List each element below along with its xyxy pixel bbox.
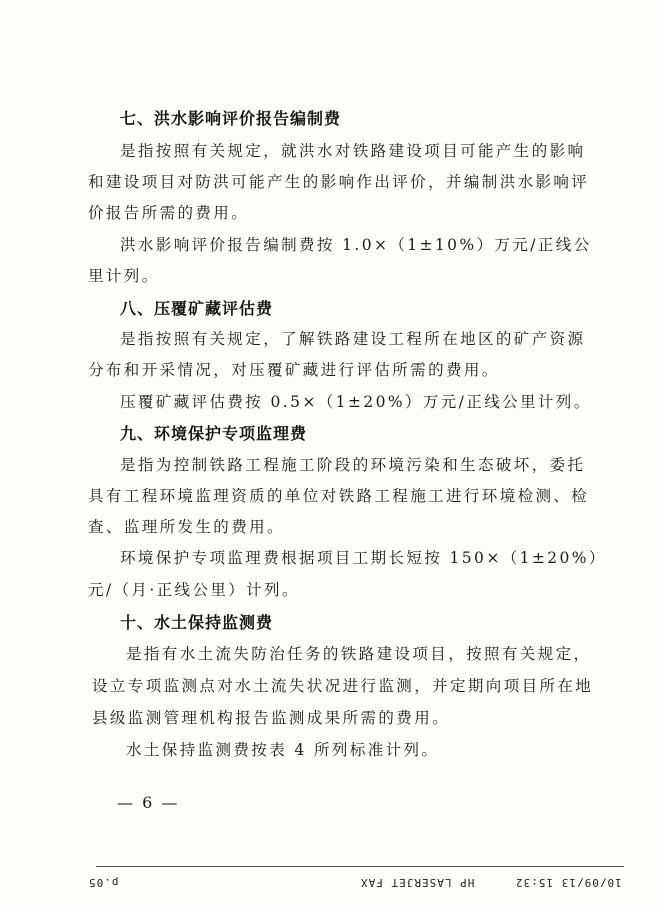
fax-datetime: 10/09/13 15:32 (515, 876, 622, 889)
section-7-line-1: 是指按照有关规定，就洪水对铁路建设项目可能产生的影响 (120, 142, 586, 160)
section-10-heading: 十、水土保持监测费 (120, 613, 274, 632)
section-7-line-2: 和建设项目对防洪可能产生的影响作出评价，并编制洪水影响评 (88, 173, 590, 191)
section-9-line-3: 查、监理所发生的费用。 (88, 518, 285, 536)
section-8-line-3: 压覆矿藏评估费按 0.5×（1±20%）万元/正线公里计列。 (120, 393, 592, 411)
fax-page: p.05 (88, 876, 119, 889)
section-9-line-5: 元/（月·正线公里）计列。 (88, 581, 300, 599)
fax-device: HP LASERJET FAX (360, 876, 475, 889)
fax-footer-rule (96, 866, 624, 867)
section-7-line-4: 洪水影响评价报告编制费按 1.0×（1±10%）万元/正线公 (120, 236, 592, 254)
section-9-line-4: 环境保护专项监理费根据项目工期长短按 150×（1±20%） (120, 549, 607, 567)
section-10-line-4: 水土保持监测费按表 4 所列标准计列。 (126, 741, 440, 759)
section-8-line-1: 是指按照有关规定，了解铁路建设工程所在地区的矿产资源 (120, 330, 586, 348)
section-10-line-2: 设立专项监测点对水土流失状况进行监测，并定期向项目所在地 (92, 677, 594, 695)
section-7-line-3: 价报告所需的费用。 (88, 204, 250, 222)
section-7-line-5: 里计列。 (88, 267, 160, 285)
page-number: — 6 — (117, 793, 180, 812)
section-10-line-3: 县级监测管理机构报告监测成果所需的费用。 (92, 709, 451, 727)
section-10-line-1: 是指有水土流失防治任务的铁路建设项目，按照有关规定， (126, 645, 592, 663)
section-9-heading: 九、环境保护专项监理费 (120, 424, 308, 443)
section-7-heading: 七、洪水影响评价报告编制费 (120, 109, 342, 128)
section-9-line-1: 是指为控制铁路工程施工阶段的环境污染和生态破坏，委托 (120, 456, 586, 474)
section-8-heading: 八、压覆矿藏评估费 (120, 299, 274, 318)
section-9-line-2: 具有工程环境监理资质的单位对铁路工程施工进行环境检测、检 (88, 487, 590, 505)
section-8-line-2: 分布和开采情况，对压覆矿藏进行评估所需的费用。 (88, 361, 500, 379)
